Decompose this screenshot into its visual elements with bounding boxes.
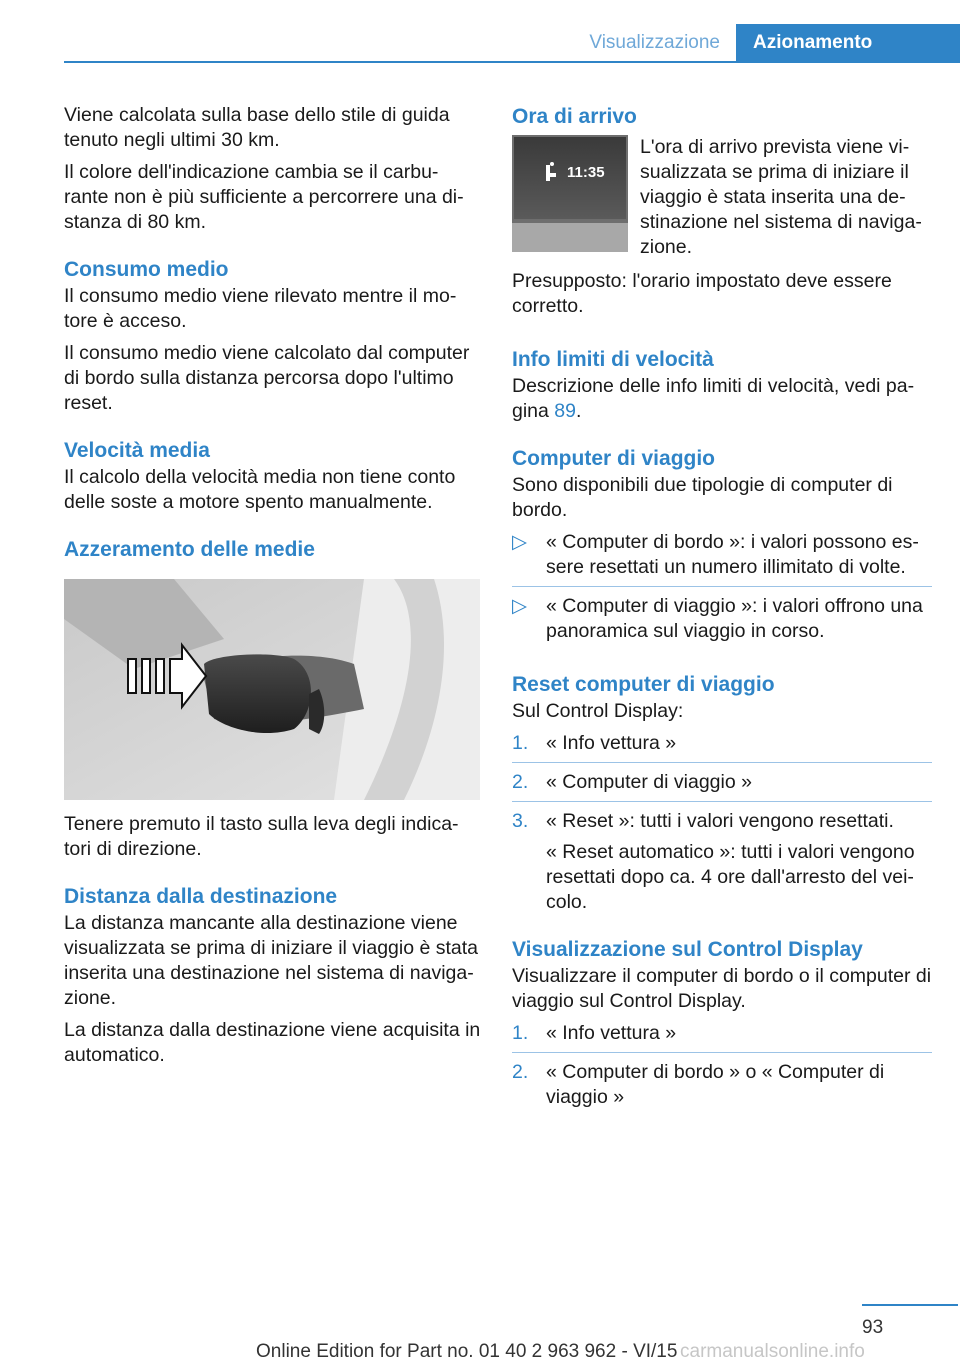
paragraph: Il consumo medio viene rilevato mentre il mo-tore è acceso. <box>64 285 457 332</box>
paragraph: L'ora di arrivo prevista viene vi-sualizzata se prima di iniziare il viaggio è stata inserita una de-stinazione nel sistema di naviga-zione. <box>640 136 922 258</box>
page-number-rule <box>862 1304 958 1306</box>
numbered-list <box>512 731 932 921</box>
list-item: ▷ « Computer di viaggio »: i valori offrono una panoramica sul viaggio in corso. <box>512 595 923 642</box>
header-chapter-tab: Azionamento <box>736 24 960 62</box>
arrival-time-display-image <box>512 135 628 252</box>
paragraph: Presupposto: l'orario impostato deve essere corretto. <box>512 270 892 317</box>
triangle-bullet-icon: ▷ <box>512 595 527 617</box>
heading-visualizzazione: Visualizzazione sul Control Display <box>512 938 863 961</box>
heading-info-limiti: Info limiti di velocità <box>512 348 714 371</box>
heading-consumo-medio: Consumo medio <box>64 258 229 281</box>
arrival-time-value: 11:35 <box>567 164 605 181</box>
paragraph: Il calcolo della velocità media non tiene conto delle soste a motore spento manualmente. <box>64 466 456 513</box>
edition-note: Online Edition for Part no. 01 40 2 963 962 - VI/15 <box>256 1341 678 1362</box>
list-item: 2. « Computer di viaggio » <box>512 770 932 802</box>
list-item: 1. « Info vettura » <box>512 1021 932 1053</box>
paragraph-info-limiti: Descrizione delle info limiti di velocità, vedi pa-gina 89. <box>512 375 915 422</box>
header-rule <box>64 61 960 63</box>
page-number: 93 <box>862 1317 884 1338</box>
paragraph: La distanza mancante alla destinazione viene visualizzata se prima di iniziare il viaggio è stata inserita una destinazione nel sistema di naviga-zione. <box>64 912 479 1009</box>
header-section-label: Visualizzazione <box>589 32 720 53</box>
paragraph: La distanza dalla destinazione viene acquisita in automatico. <box>64 1019 481 1066</box>
list-item: ▷ « Computer di bordo »: i valori possono es-sere resettati un numero illimitato di volte. <box>512 530 932 587</box>
paragraph: Il colore dell'indicazione cambia se il carbu-rante non è più sufficiente a percorrere una di-stanza di 80 km. <box>64 161 464 233</box>
turn-signal-lever-image <box>64 579 480 800</box>
list-item: 2. « Computer di bordo » o « Computer di viaggio » <box>512 1061 885 1108</box>
list-item: 3. « Reset »: tutti i valori vengono resettati. « Reset automatico »: tutti i valori vengono resettati dopo ca. 4 ore dall'arresto del vei-colo. <box>512 809 932 921</box>
paragraph: Viene calcolata sulla base dello stile di guida tenuto negli ultimi 30 km. <box>64 104 450 151</box>
watermark: carmanualsonline.info <box>680 1341 865 1362</box>
page-link[interactable]: 89 <box>554 400 576 422</box>
heading-distanza: Distanza dalla destinazione <box>64 885 338 908</box>
paragraph: Il consumo medio viene calcolato dal computer di bordo sulla distanza percorsa dopo l'ultimo reset. <box>64 342 470 414</box>
heading-velocita-media: Velocità media <box>64 439 210 462</box>
list-item-note: « Reset automatico »: tutti i valori vengono resettati dopo ca. 4 ore dall'arresto del vei-colo. <box>546 841 915 913</box>
paragraph: Visualizzare il computer di bordo o il computer di viaggio sul Control Display. <box>512 965 932 1012</box>
bullet-list <box>512 530 932 650</box>
list-item: 1. « Info vettura » <box>512 731 932 763</box>
paragraph: Sono disponibili due tipologie di computer di bordo. <box>512 474 893 521</box>
triangle-bullet-icon: ▷ <box>512 531 527 553</box>
heading-ora-di-arrivo: Ora di arrivo <box>512 105 637 128</box>
paragraph: Tenere premuto il tasto sulla leva degli indica-tori di direzione. <box>64 813 459 860</box>
heading-reset: Reset computer di viaggio <box>512 673 775 696</box>
left-column <box>64 103 482 1075</box>
heading-azzeramento: Azzeramento delle medie <box>64 538 315 561</box>
paragraph: Sul Control Display: <box>512 700 684 722</box>
right-column <box>512 103 932 1123</box>
numbered-list <box>512 1021 932 1116</box>
heading-computer-di-viaggio: Computer di viaggio <box>512 447 716 470</box>
